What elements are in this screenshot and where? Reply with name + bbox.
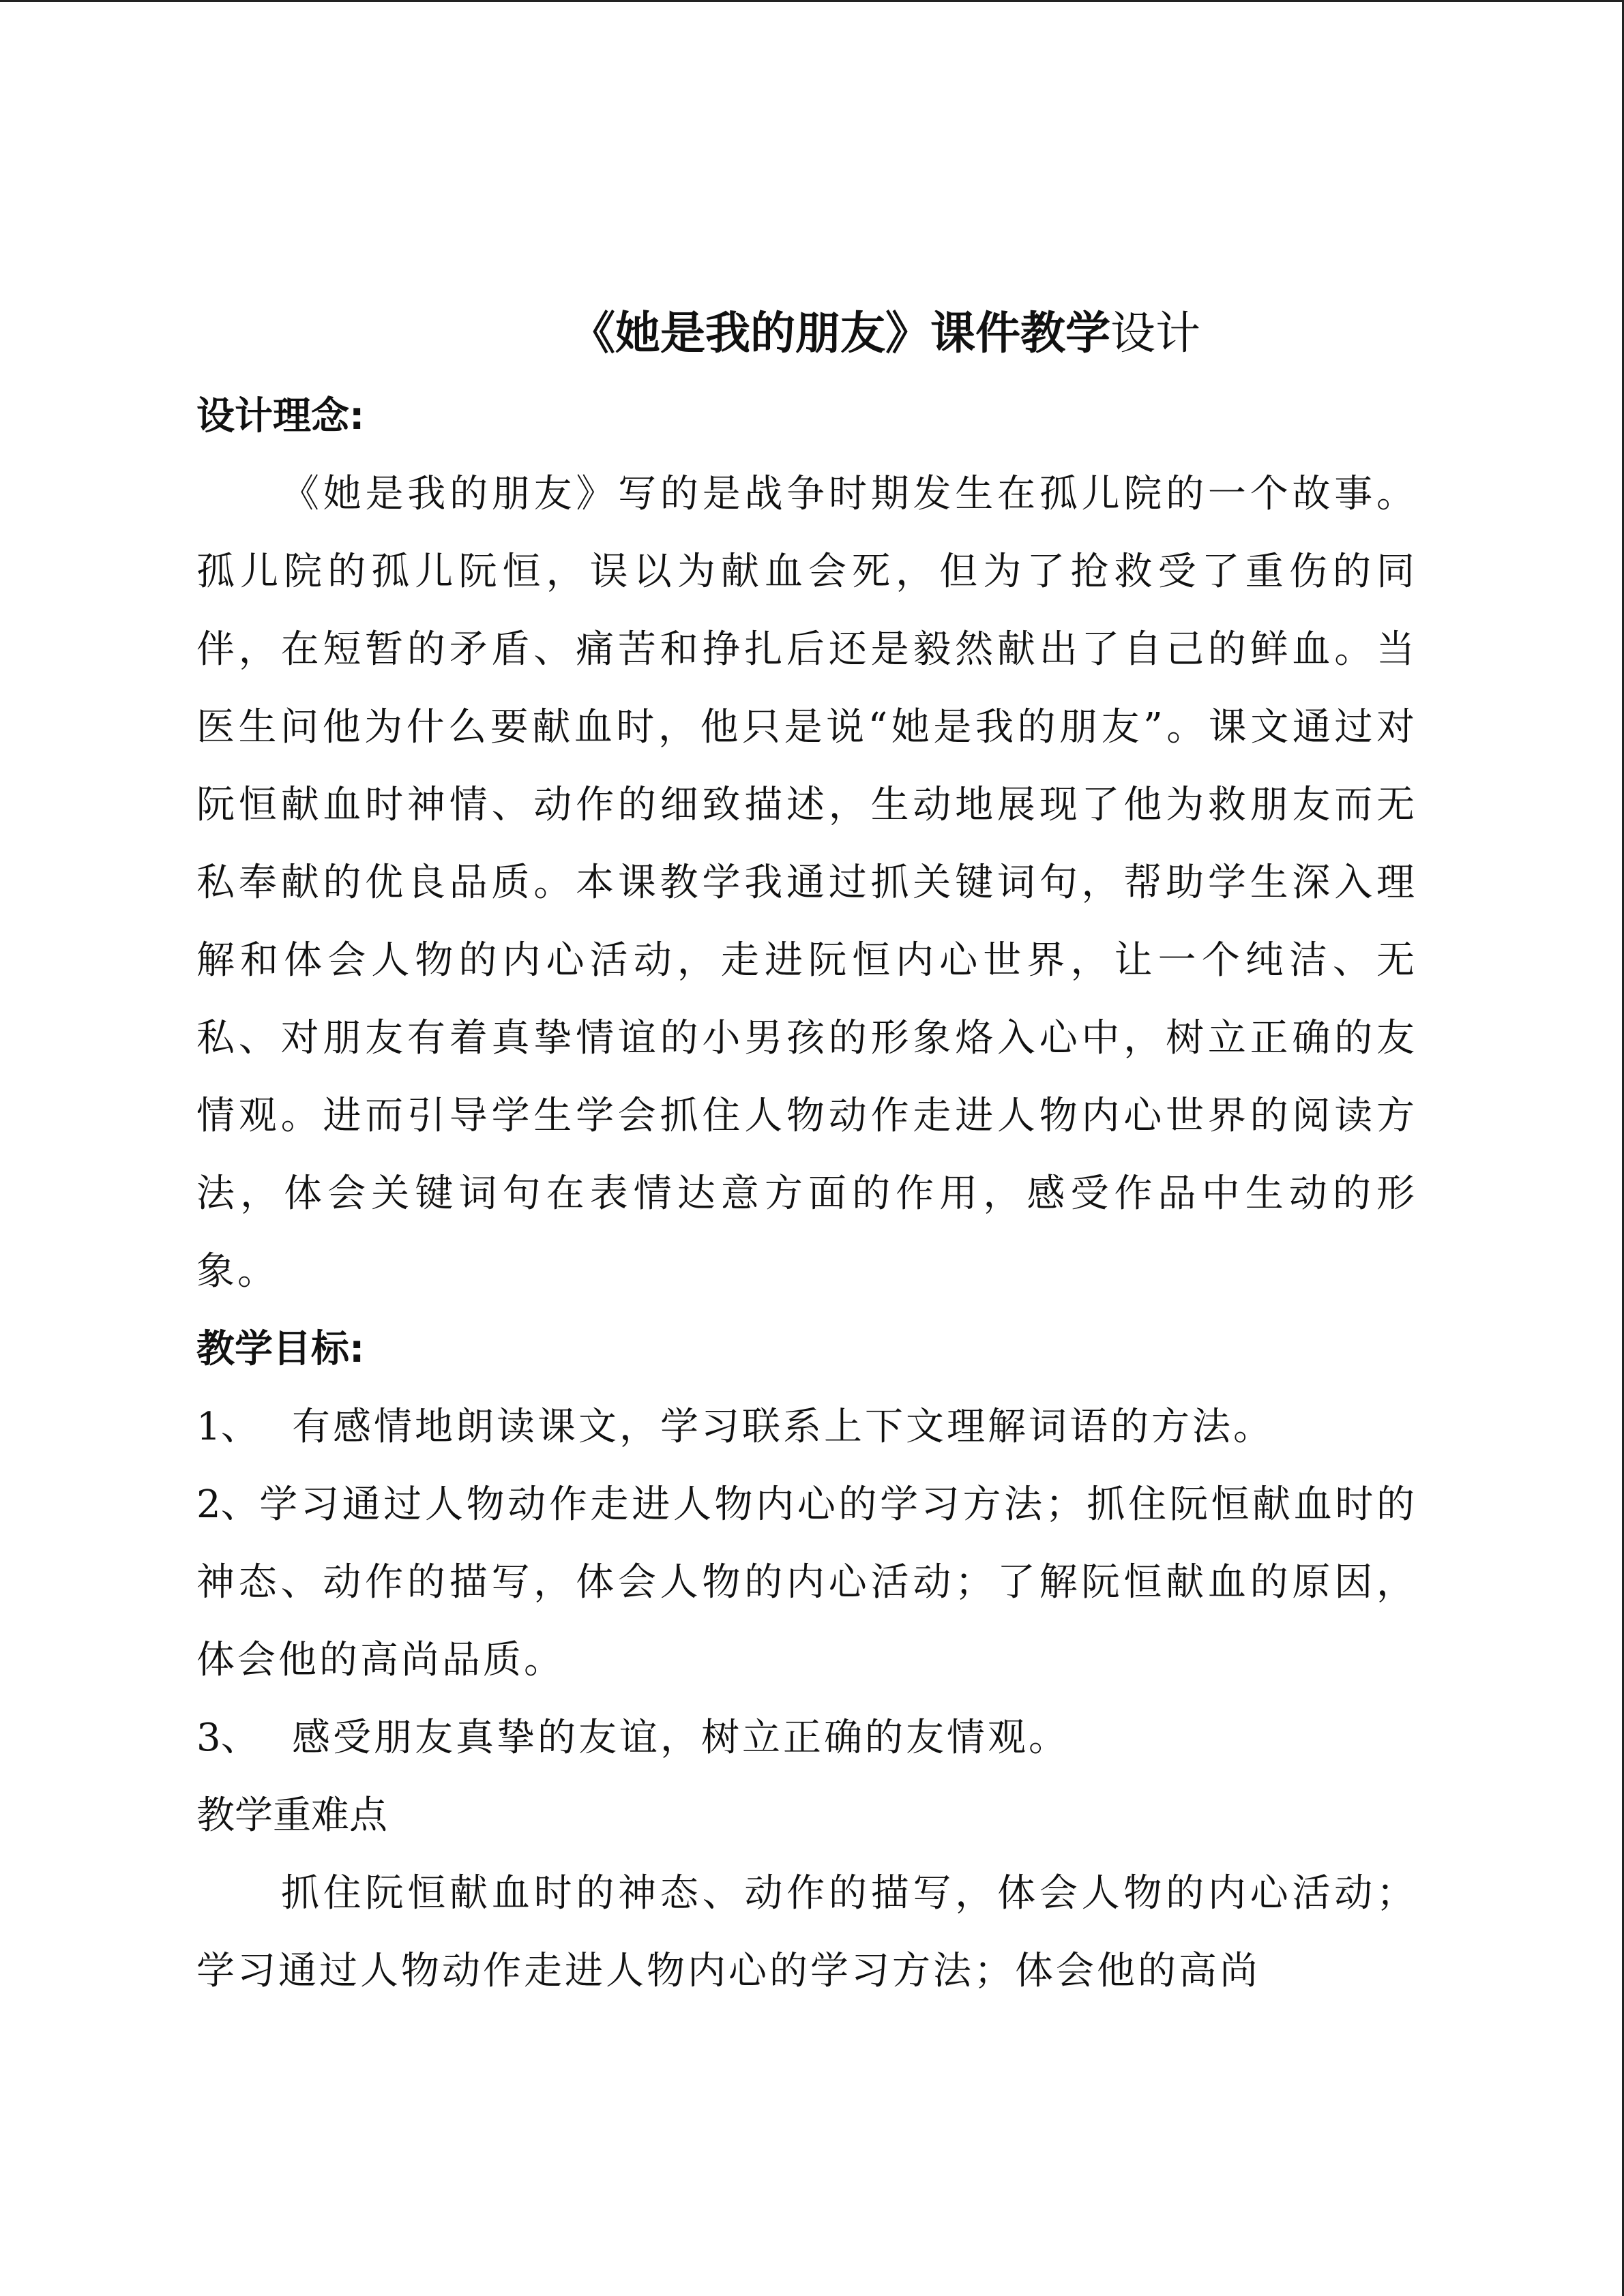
title-suffix: 设计 bbox=[1110, 307, 1200, 359]
goal-number: 2、 bbox=[196, 1482, 259, 1527]
title-main: 《她是我的朋友》课件教学 bbox=[570, 307, 1110, 359]
goal-number: 3、 bbox=[196, 1716, 259, 1760]
document-body bbox=[196, 288, 1417, 2010]
goal-number: 1、 bbox=[196, 1405, 259, 1449]
key-points-paragraph: 抓住阮恒献血时的神态、动作的描写，体会人物的内心活动；学习通过人物动作走进人物内心的学习方法；体会他的高尚 bbox=[196, 1871, 1417, 1993]
section-heading-key-points: 教学重难点 bbox=[196, 1793, 387, 1838]
document-title bbox=[196, 288, 1417, 378]
concept-paragraph: 《她是我的朋友》写的是战争时期发生在孤儿院的一个故事。孤儿院的孤儿阮恒，误以为献血会死，但为了抢救受了重伤的同伴，在短暂的矛盾、痛苦和挣扎后还是毅然献出了自己的鲜血。当医生问他为什么要献血时，他只是说“她是我的朋友”。课文通过对阮恒献血时神情、动作的细致描述，生动地展现了他为救朋友而无私奉献的优良品质。本课教学我通过抓关键词句，帮助学生深入理解和体会人物的内心活动，走进阮恒内心世界，让一个纯洁、无私、对朋友有着真挚情谊的小男孩的形象烙入心中，树立正确的友情观。进而引导学生学会抓住人物动作走进人物内心世界的阅读方法，体会关键词句在表情达意方面的作用，感受作品中生动的形象。 bbox=[196, 472, 1417, 1294]
goal-item-1 bbox=[196, 1388, 1417, 1466]
goal-item-2 bbox=[196, 1466, 1417, 1699]
section-heading-goals: 教学目标: bbox=[196, 1327, 365, 1371]
goal-text: 感受朋友真挚的友谊，树立正确的友情观。 bbox=[292, 1716, 1069, 1760]
goal-text: 有感情地朗读课文，学习联系上下文理解词语的方法。 bbox=[292, 1405, 1274, 1449]
goal-item-3 bbox=[196, 1699, 1417, 1777]
goal-text: 学习通过人物动作走进人物内心的学习方法；抓住阮恒献血时的神态、动作的描写，体会人物的内心活动；了解阮恒献血的原因，体会他的高尚品质。 bbox=[196, 1482, 1417, 1682]
section-heading-concept: 设计理念: bbox=[196, 394, 365, 438]
